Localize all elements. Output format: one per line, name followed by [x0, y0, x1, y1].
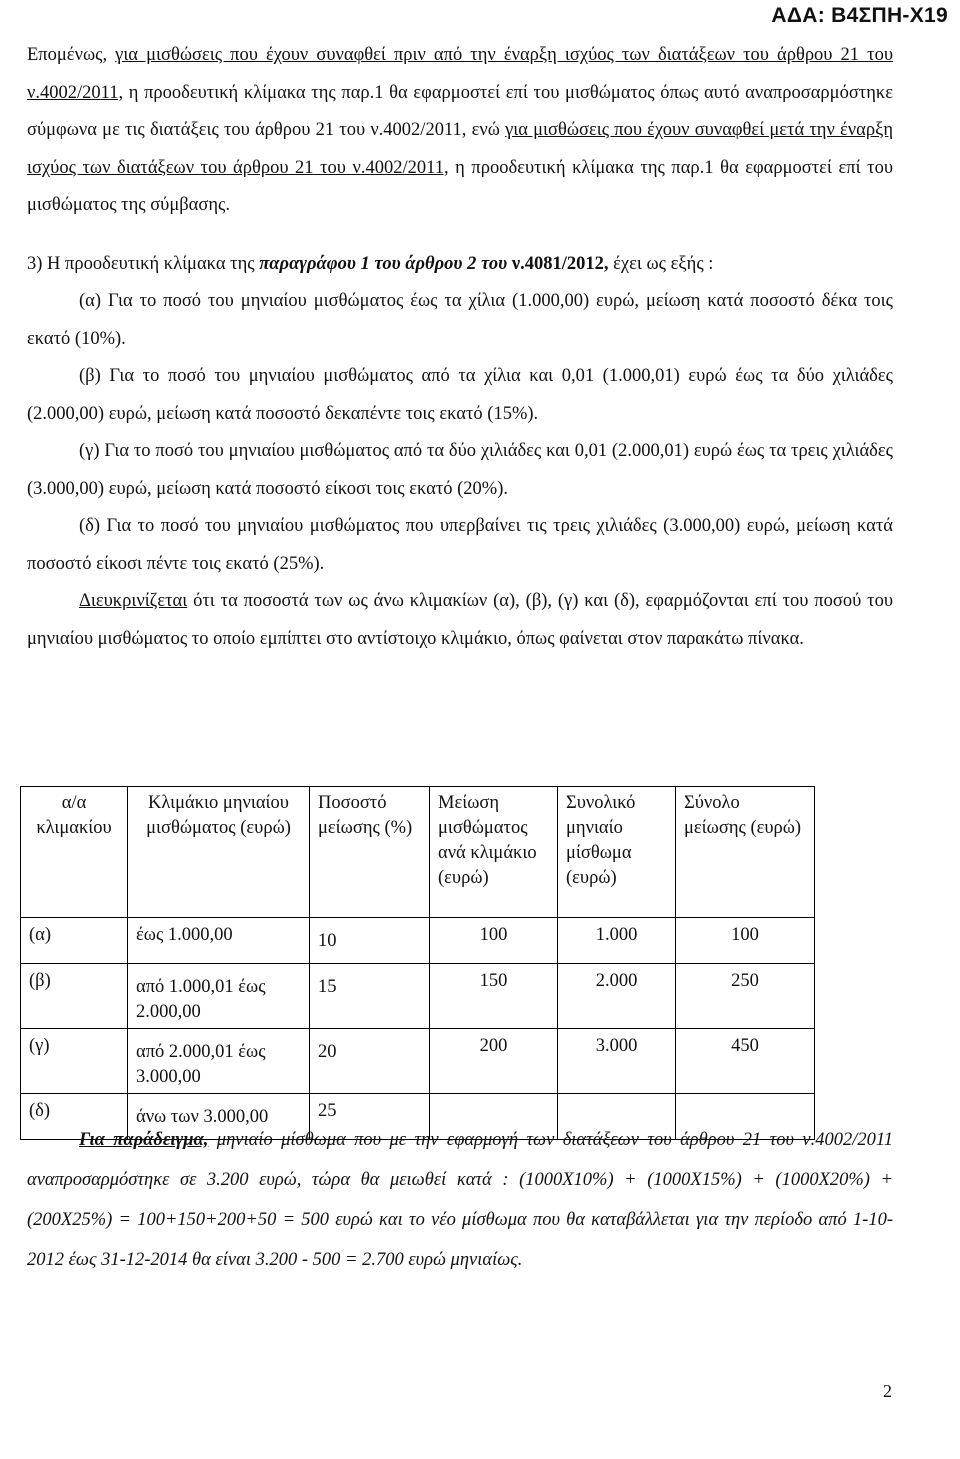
ada-code: ΑΔΑ: Β4ΣΠΗ-Χ19	[771, 4, 948, 27]
table-cell: άνω των 3.000,00	[128, 1094, 310, 1140]
table-cell: 200	[430, 1029, 558, 1094]
table-row	[21, 1029, 815, 1094]
table-cell: έως 1.000,00	[128, 918, 310, 964]
col-header-reduction: Μείωση μισθώματος ανά κλιμάκιο (ευρώ)	[430, 787, 558, 918]
table-cell: (α)	[21, 918, 128, 964]
table-cell: 100	[676, 918, 815, 964]
paragraph-mismatch-rules: Επομένως, για μισθώσεις που έχουν συναφθεί πριν από την έναρξη ισχύος των διατάξεων του άρθρου 21 του ν.4002/2011, η προοδευτική κλίμακα της παρ.1 θα εφαρμοστεί επί του μισθώματος όπως αυτό αναπροσαρμόστηκε σύμφωνα με τις διατάξεις του άρθρου 21 του ν.4002/2011, ενώ για μισθώσεις που έχουν συναφθεί μετά την έναρξη ισχύος των διατάξεων του άρθρου 21 του ν.4002/2011, η προοδευτική κλίμακα της παρ.1 θα εφαρμοστεί επί του μισθώματος της σύμβασης.	[27, 45, 893, 215]
scale-item-a: (α) Για το ποσό του μηνιαίου μισθώματος έως τα χίλια (1.000,00) ευρώ, μείωση κατά ποσοστό δέκα τοις εκατό (10%).	[27, 291, 893, 349]
scale-item-c: (γ) Για το ποσό του μηνιαίου μισθώματος από τα δύο χιλιάδες και 0,01 (2.000,01) ευρώ έως τα τρεις χιλιάδες (3.000,00) ευρώ, μείωση κατά ποσοστό είκοσι τοις εκατό (20%).	[27, 441, 893, 499]
table-cell: (δ)	[21, 1094, 128, 1140]
col-header-bracket: Κλιμάκιο μηνιαίου μισθώματος (ευρώ)	[128, 787, 310, 918]
scale-item-d: (δ) Για το ποσό του μηνιαίου μισθώματος που υπερβαίνει τις τρεις χιλιάδες (3.000,00) ευρώ, μείωση κατά ποσοστό είκοσι πέντε τοις εκατό (25%).	[27, 516, 893, 574]
table-cell: 450	[676, 1029, 815, 1094]
table-row	[21, 918, 815, 964]
table-cell: από 2.000,01 έως 3.000,00	[128, 1029, 310, 1094]
clarification-paragraph: Διευκρινίζεται ότι τα ποσοστά των ως άνω κλιμακίων (α), (β), (γ) και (δ), εφαρμόζονται επί του ποσού του μηνιαίου μισθώματος το οποίο εμπίπτει στο αντίστοιχο κλιμάκιο, όπως φαίνεται στον παρακάτω πίνακα.	[27, 591, 893, 649]
col-header-total-rent: Συνολικό μηνιαίο μίσθωμα (ευρώ)	[558, 787, 676, 918]
table-cell: 15	[310, 964, 430, 1029]
col-header-total-reduction: Σύνολο μείωσης (ευρώ)	[676, 787, 815, 918]
table-cell: 3.000	[558, 1029, 676, 1094]
table-cell: 20	[310, 1029, 430, 1094]
table-cell: 150	[430, 964, 558, 1029]
col-header-number: α/α κλιμακίου	[21, 787, 128, 918]
reduction-table	[20, 786, 815, 1140]
table-row	[21, 964, 815, 1029]
col-header-percentage: Ποσοστό μείωσης (%)	[310, 787, 430, 918]
table-cell: από 1.000,01 έως 2.000,00	[128, 964, 310, 1029]
table-header-row	[21, 787, 815, 918]
example-paragraph: Για παράδειγμα, μηνιαίο μίσθωμα που με την εφαρμογή των διατάξεων του άρθρου 21 του ν.4002/2011 αναπροσαρμόστηκε σε 3.200 ευρώ, τώρα θα μειωθεί κατά : (1000Χ10%) + (1000Χ15%) + (1000Χ20%) + (200Χ25%) = 100+150+200+50 = 500 ευρώ και το νέο μίσθωμα που θα καταβάλλεται για την περίοδο από 1-10-2012 έως 31-12-2014 θα είναι 3.200 - 500 = 2.700 ευρώ μηνιαίως.	[27, 1130, 893, 1270]
table-cell: (β)	[21, 964, 128, 1029]
table-cell: 10	[310, 918, 430, 964]
table-cell: 250	[676, 964, 815, 1029]
page-number: 2	[883, 1381, 892, 1401]
table-cell: 25	[310, 1094, 430, 1140]
table-cell: (γ)	[21, 1029, 128, 1094]
document-body	[27, 37, 893, 658]
table-cell: 100	[430, 918, 558, 964]
table-cell: 2.000	[558, 964, 676, 1029]
example-block	[27, 1120, 893, 1280]
table-cell: 1.000	[558, 918, 676, 964]
scale-item-b: (β) Για το ποσό του μηνιαίου μισθώματος από τα χίλια και 0,01 (1.000,01) ευρώ έως τα δύο χιλιάδες (2.000,00) ευρώ, μείωση κατά ποσοστό δεκαπέντε τοις εκατό (15%).	[27, 366, 893, 424]
section-3-heading: 3) Η προοδευτική κλίμακα της παραγράφου 1 του άρθρου 2 του ν.4081/2012, έχει ως εξής :	[27, 253, 714, 274]
